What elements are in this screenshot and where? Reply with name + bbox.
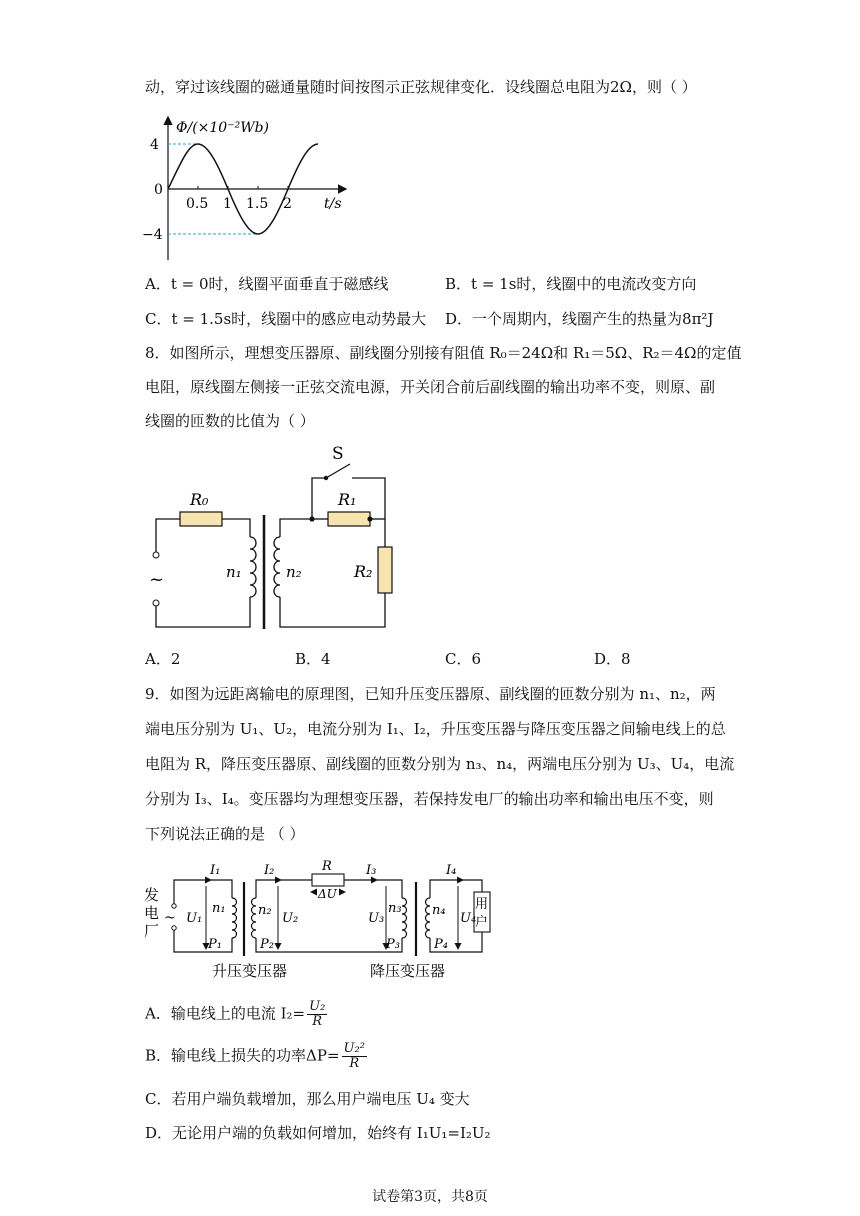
q7-x-tick-2: 2 bbox=[283, 196, 292, 212]
q7-t-axis-label: t/s bbox=[324, 196, 342, 212]
q9-step-down-label: 降压变压器 bbox=[370, 962, 446, 980]
q7-y-tick-0: 0 bbox=[154, 182, 163, 198]
q7-flux-graph bbox=[140, 110, 370, 265]
q8-option-c[interactable]: C．6 bbox=[445, 650, 482, 668]
q8-coil-n1 bbox=[250, 537, 256, 597]
q8-label-n2: n₂ bbox=[286, 563, 302, 581]
q9-source: ~ bbox=[164, 910, 176, 926]
q9-plant-label-3: 厂 bbox=[144, 922, 160, 940]
q9-option-b[interactable]: B．输电线上损失的功率ΔP= $\frac{\text{U₂²}}{R}$ bbox=[145, 1041, 365, 1071]
q7-y-axis-label: Φ/(×10⁻²Wb) bbox=[176, 120, 270, 136]
q8-switch bbox=[326, 464, 350, 478]
q9-line-2: 端电压分别为 U₁、U₂，电流分别为 I₁、I₂，升压变压器与降压变压器之间输电线上的总 bbox=[145, 720, 726, 738]
q8-label-r0: R₀ bbox=[190, 490, 209, 509]
q9-step-up-label: 升压变压器 bbox=[212, 962, 288, 980]
q7-option-d[interactable]: D．一个周期内，线圈产生的热量为8π²J bbox=[445, 310, 714, 328]
q7-x-tick-05: 0.5 bbox=[186, 196, 209, 212]
svg-text:U₄: U₄ bbox=[460, 911, 477, 926]
q8-r2-resistor bbox=[378, 547, 392, 593]
q8-line-1: 8．如图所示，理想变压器原、副线圈分别接有阻值 R₀＝24Ω和 R₁＝5Ω、R₂＝4Ω的定值 bbox=[145, 344, 742, 362]
q8-option-a[interactable]: A．2 bbox=[145, 650, 181, 668]
svg-text:用: 用 bbox=[475, 897, 489, 912]
q7-option-c[interactable]: C．t = 1.5s时，线圈中的感应电动势最大 bbox=[145, 310, 427, 328]
q9-option-c[interactable]: C．若用户端负载增加，那么用户端电压 U₄ 变大 bbox=[145, 1090, 470, 1108]
q9-option-d[interactable]: D．无论用户端的负载如何增加，始终有 I₁U₁=I₂U₂ bbox=[145, 1124, 491, 1142]
q7-x-tick-15: 1.5 bbox=[246, 196, 269, 212]
q9-option-a[interactable]: A．输电线上的电流 I₂= $\frac{\text{U₂}}{R}$ bbox=[145, 999, 326, 1029]
svg-text:U₁: U₁ bbox=[186, 911, 203, 926]
page-footer: 试卷第3页，共8页 bbox=[372, 1189, 488, 1205]
svg-text:P₁: P₁ bbox=[208, 937, 222, 952]
q8-r1-resistor bbox=[328, 512, 370, 526]
svg-text:I₁: I₁ bbox=[210, 863, 221, 878]
svg-text:P₂: P₂ bbox=[260, 937, 274, 952]
svg-text:n₃: n₃ bbox=[388, 901, 402, 916]
q8-label-s: S bbox=[332, 445, 344, 464]
q9-line-3: 电阻为 R，降压变压器原、副线圈的匝数分别为 n₃、n₄，两端电压分别为 U₃、U₄，电流 bbox=[145, 755, 735, 773]
q8-option-b[interactable]: B．4 bbox=[295, 650, 331, 668]
q8-coil-n2 bbox=[274, 537, 280, 597]
q7-y-tick-neg4: −4 bbox=[142, 227, 163, 243]
q8-line-3: 线圈的匝数的比值为（ ） bbox=[145, 412, 315, 430]
q9-plant-label-2: 电 bbox=[144, 904, 160, 922]
q8-label-r1: R₁ bbox=[338, 490, 357, 509]
q9-line-4: 分别为 I₃、I₄。变压器均为理想变压器，若保持发电厂的输出功率和输出电压不变，则 bbox=[145, 790, 714, 808]
q8-line-2: 电阻，原线圈左侧接一正弦交流电源，开关闭合前后副线圈的输出功率不变，则原、副 bbox=[145, 378, 716, 396]
svg-text:P₃: P₃ bbox=[386, 937, 400, 952]
q8-r0-resistor bbox=[180, 512, 222, 526]
q7-intro-tail: 动，穿过该线圈的磁通量随时间按图示正弦规律变化．设线圈总电阻为2Ω，则（ ） bbox=[145, 78, 697, 96]
svg-text:n₁: n₁ bbox=[212, 901, 226, 916]
q8-label-n1: n₁ bbox=[226, 563, 242, 581]
svg-text:n₄: n₄ bbox=[432, 903, 446, 918]
q7-option-b[interactable]: B．t = 1s时，线圈中的电流改变方向 bbox=[445, 275, 697, 293]
q9-plant-label-1: 发 bbox=[144, 886, 160, 904]
q7-option-a[interactable]: A．t = 0时，线圈平面垂直于磁感线 bbox=[145, 275, 389, 293]
q8-label-source: ~ bbox=[149, 569, 165, 590]
svg-text:I₄: I₄ bbox=[446, 863, 457, 878]
q9-line-5: 下列说法正确的是 （ ） bbox=[145, 825, 305, 843]
q7-x-tick-1: 1 bbox=[223, 196, 232, 212]
svg-text:P₄: P₄ bbox=[434, 937, 448, 952]
q7-y-tick-4: 4 bbox=[150, 137, 159, 153]
svg-text:U₂: U₂ bbox=[282, 911, 299, 926]
q9-transmission-diagram bbox=[140, 852, 500, 987]
svg-text:I₃: I₃ bbox=[366, 863, 377, 878]
svg-text:ΔU: ΔU bbox=[318, 887, 337, 901]
svg-text:R: R bbox=[322, 859, 332, 874]
svg-text:U₃: U₃ bbox=[368, 911, 385, 926]
svg-text:I₂: I₂ bbox=[264, 863, 275, 878]
svg-text:户: 户 bbox=[475, 915, 489, 930]
q8-circuit-diagram bbox=[140, 445, 410, 640]
q9-line-1: 9．如图为远距离输电的原理图，已知升压变压器原、副线圈的匝数分别为 n₁、n₂，两 bbox=[145, 685, 716, 703]
q8-label-r2: R₂ bbox=[354, 562, 373, 581]
q8-option-d[interactable]: D．8 bbox=[594, 650, 631, 668]
svg-text:n₂: n₂ bbox=[258, 903, 272, 918]
